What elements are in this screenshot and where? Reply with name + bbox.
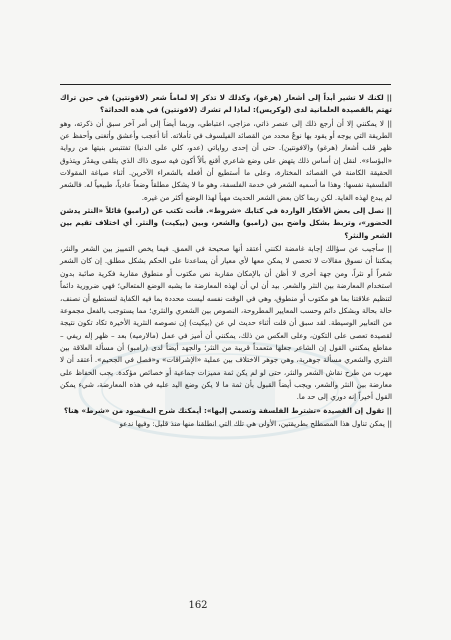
interview-answer-2: || سأجيب عن سؤالك إجابة غامضة لكنني أعتقد أنها صحيحة في العمق. فيما يخص التمييز بين الشعر والنثر، يمكننا أن نسوق مقالات لا تحصى لا يمكن معها لأي معيار أن يساعدنا على الحكم بشكل مطلق. إن كان الشعر شعراً أو نثراً، ومن جهة أخرى لا أظن أن بالإمكان مقاربة نص مكتوب أو منطوق مقاربة فكرية صائبة بدون استخدام المعارضة بين النثر والشعر. بيد أن لي أن لهذه المعارضة ما يشبه الوضع المتعالي؛ فهي ضرورية دائماً لتنظيم علاقتنا بما هو مكتوب أو منطوق، وهي في الوقت نفسه ليست محددة بما فيه الكفاية لنستطيع أن نصنف، حالة بحالة وبشكل دائم وحسب المعايير المطروحة، النصوص بين الشعري والنثري؛ مما يستوجب بالفعل مجموعة من التعابير الوسيطة. لقد سبق أن قلت أثناء حديث لي عن (بيكيت) إن نصوصه النثرية الأخيرة تكاد تكون نتيجة لقصيدة تعصى على التكون، وعلى العكس من ذلك، يمكنني أن أميز في عمل (مالارميه) بعد – ظهر إله ريفي – مقاطع يمكنني القول إن الشاعر جعلها متعمداً قريبة من النثر؛ والجهد أيضاً لدى (رامبو) أن مسألة العلاقة بين النثري والشعري مسألة جوهرية، وهي جوهر الاختلاف بين عملية «الإشراقات» و«فصل في الجحيم». أعتقد أن لا مهرب من طرح نقاش الشعر والنثر، حتى لو لم يكن ثمة مميزات جماعية أو خصائص مؤكدة. يجب الحفاظ على معارضة بين النثر والشعر، ويجب أيضاً القبول بأن ثمة ما لا يكن وضع اليد عليه في هذه المعارضة، شيء يمكن القول أخيراً إنه دوري إلى حد ما. <box>60 244 392 402</box>
interview-answer-3: || يمكن تناول هذا المصطلح بطريقتين، الأولى هي تلك التي انطلقنا منها منذ قليل: وفيها ندعو <box>119 418 392 428</box>
interview-question-1: || لكنك لا تشير أبداً إلى أشعار (هرغو)، وكذلك لا تذكر إلا لماماً شعر (لاقونتين) في حين تراك تهتم بالقصيدة العلمانية لدى (لوكريس): لماذا لم تشرك (لافونتين) في هذه الحداثة؟ <box>60 93 392 115</box>
interview-question-3: || تقول إن القصيدة «تشترط الفلسفة وتسمي إليها»: أيمكنك شرح المقصود من «شرط» هنا؟ <box>64 405 392 415</box>
interview-question-2: || نصل إلى بعض الأفكار الواردة في كتابك «شروط». فأنت تكتب عن (رامبو) قائلاً «النثر يدشن الحضور»، وتربط بشكل واضح بين (رامبو) والشعر، وبين (بيكيت) والنثر. أي اختلاف تقيم بين الشعر والنثر؟ <box>60 206 392 240</box>
page-text <box>60 92 392 431</box>
page-number: 162 <box>188 600 208 611</box>
interview-answer-1: || لا يمكنني إلا أن أرجع ذلك إلى عنصر ذاتي، مزاجي، اعتباطي، وربما أيضاً إلى أمر آخر سبق أن ذكرته، وهو الطريقة التي يوجه أو يقود بها نوعٌ محدد من القصائد الفيلسوف في تأملاته. أنا أعجب وأعشق وأتغنى وأحفظ عن ظهر قلب أشعار (هرغو) و(لافونتين). حتى أن إحدى رواياتي (عدو، كلي على الدنيا) تفتتبس بنيتها من رواية «البؤساء». لنقل إن أساس ذلك يتهض على وضع شاعري أقنع بألاّ أكون فيه سوى ذاك الذي يتلقى ويقدّر ويتذوق الحقيقة الكامنة في القصائد المختارة، وعلى ما أستطيع أن أفعله بالشعراء الآخرين. أثناء صياغة المقولات الفلسفية نفسها: وهذا ما أسميه الشعر في خدمة الفلسفة، وهو ما لا يشكل مطلقاً وضعاً عادياً، طبيعياً له. فالشعر لم يبدع لهذه الغاية. لكن ربما كان بعض الشعر الحديث مهيأ لهذا الوضع أكثر من غيره. <box>60 118 392 202</box>
top-divider-line <box>60 84 391 85</box>
